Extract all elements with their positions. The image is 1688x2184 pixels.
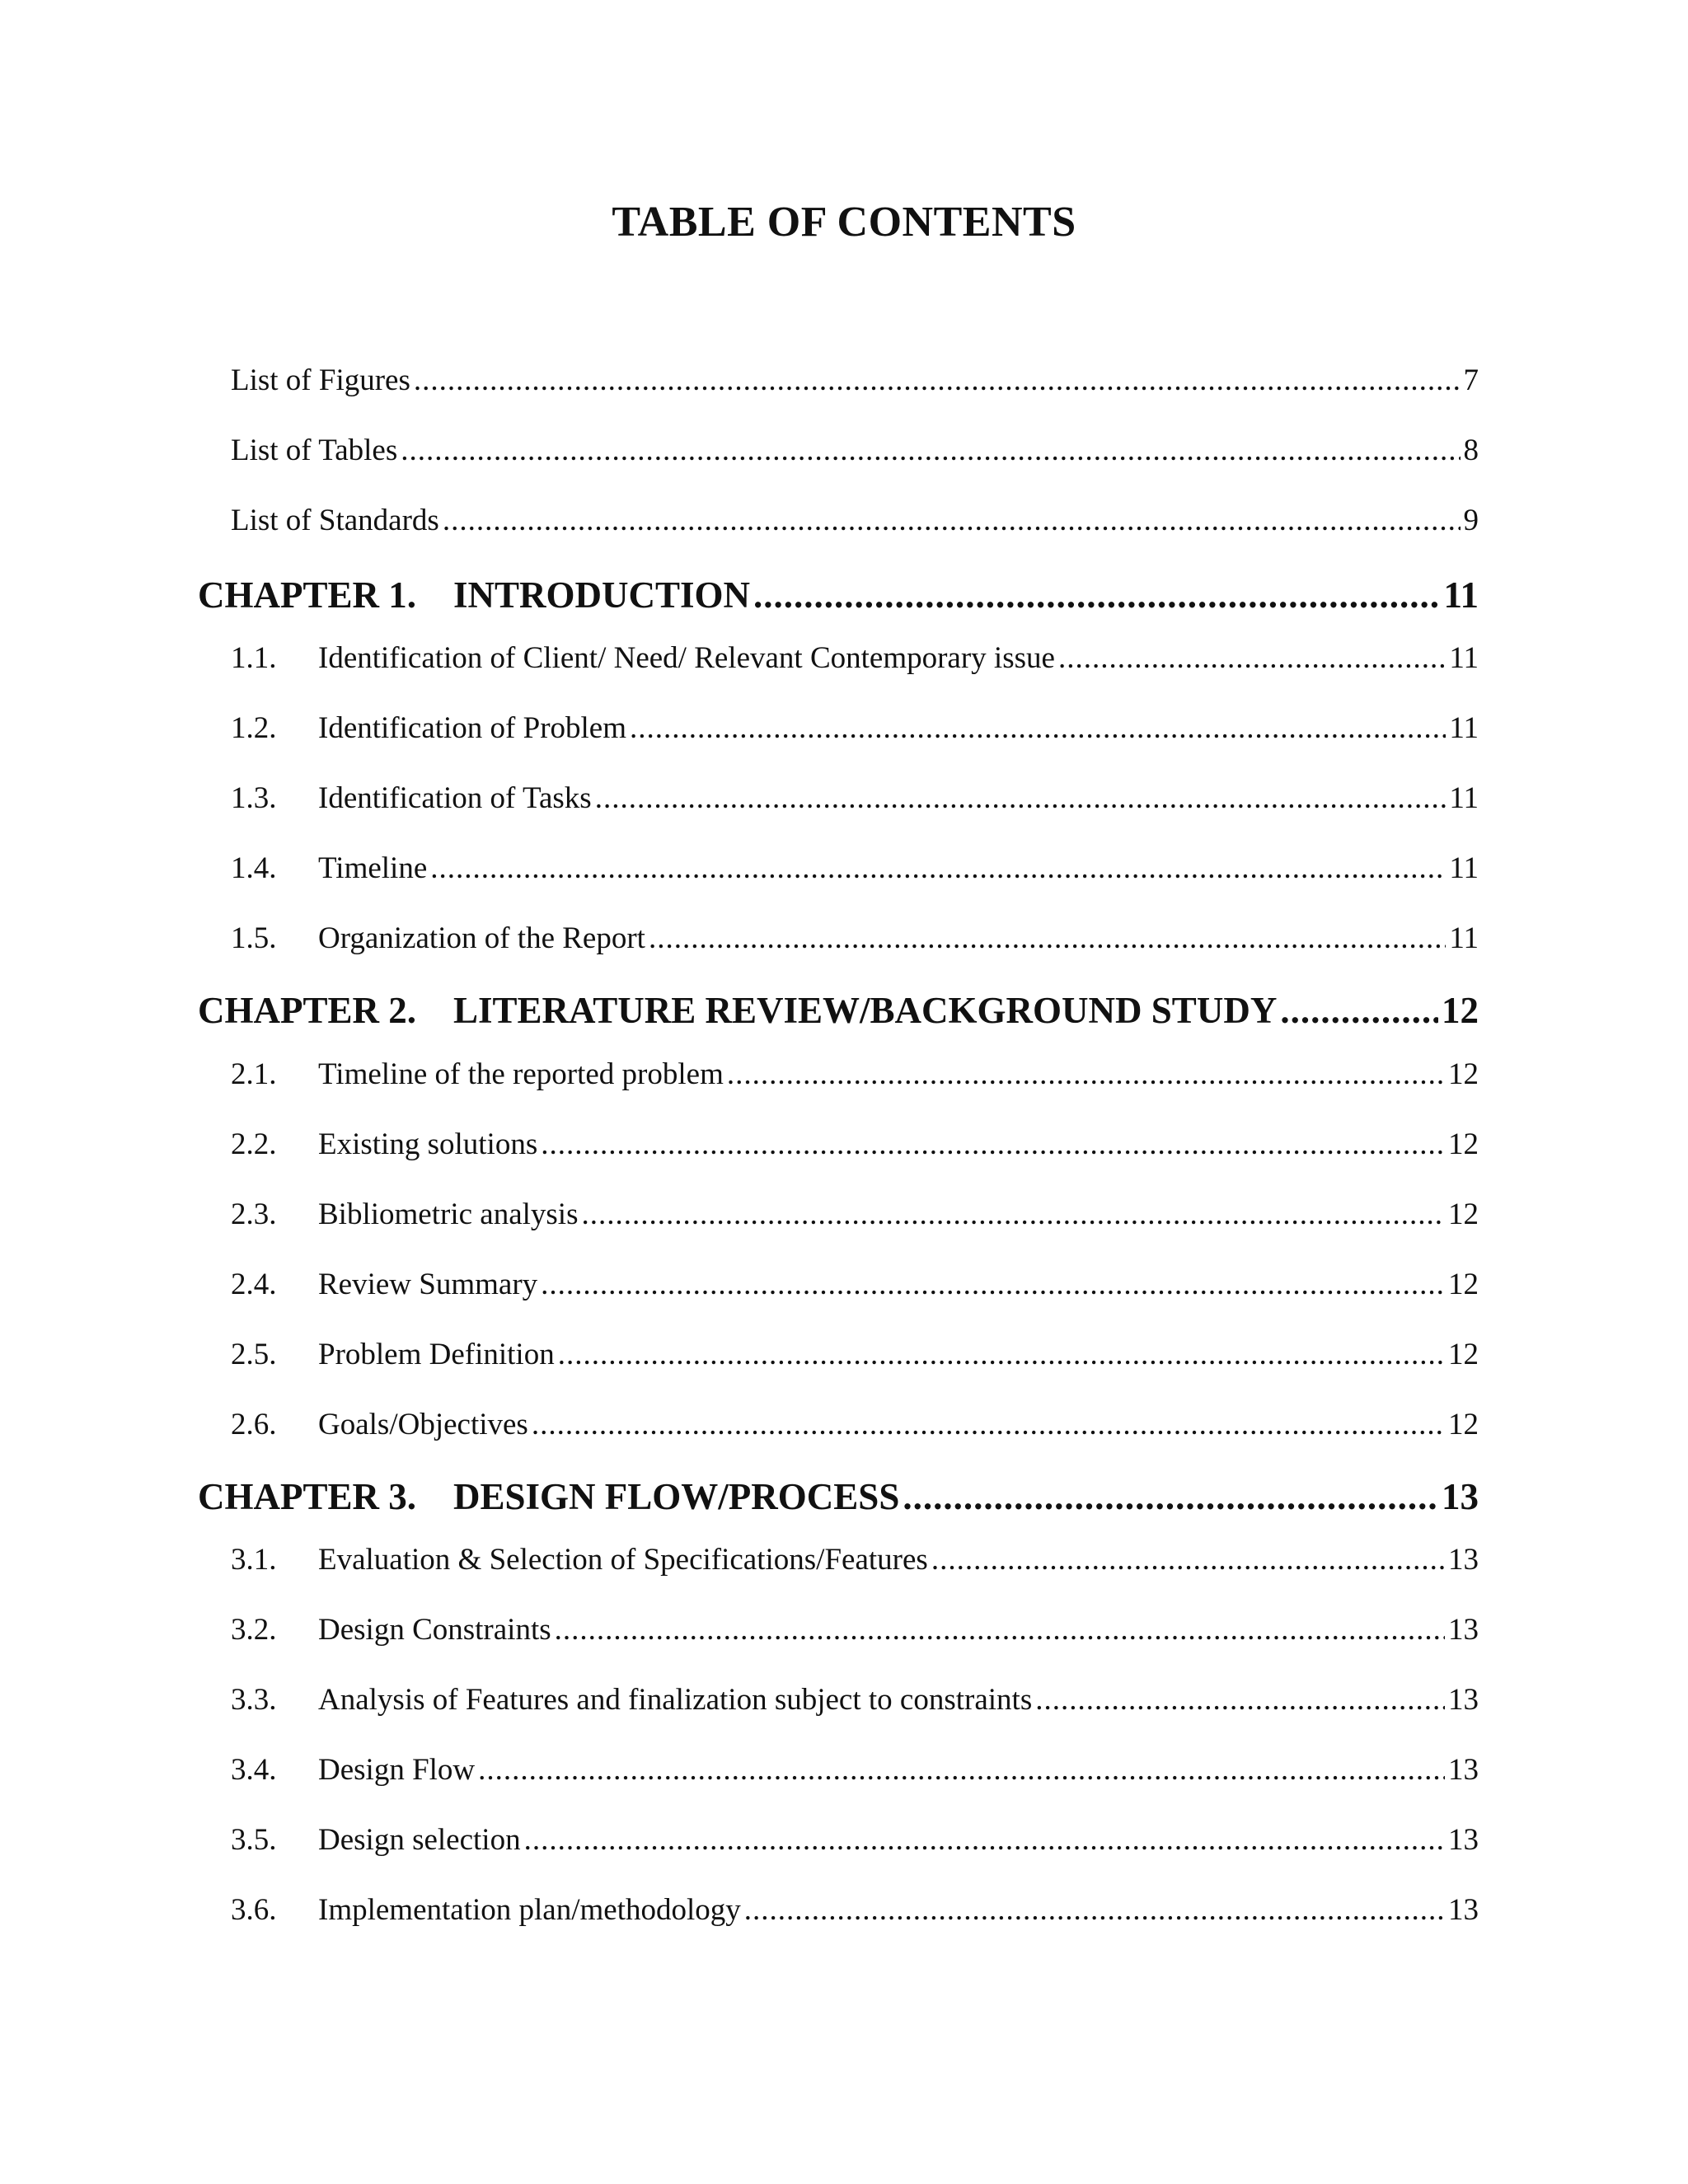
toc-entry-text: List of Standards [231,504,439,537]
toc-section-3-3[interactable] [231,1680,1479,1721]
toc-chapter-1[interactable] [198,571,1479,619]
section-title: Existing solutions [318,1127,538,1161]
toc-page-number: 11 [1449,851,1479,885]
toc-section-1-4[interactable] [231,848,1479,889]
dot-leader [744,1890,1445,1931]
dot-leader [649,918,1446,959]
dot-leader [753,571,1440,619]
toc-entry-list-of-figures[interactable] [231,360,1479,401]
toc-section-2-1[interactable] [231,1054,1479,1095]
toc-section-3-1[interactable] [231,1540,1479,1581]
chapter-title: LITERATURE REVIEW/BACKGROUND STUDY [453,990,1278,1031]
toc-page-number: 12 [1448,1268,1479,1301]
toc-page-number: 13 [1448,1753,1479,1787]
toc-page-number: 13 [1448,1683,1479,1717]
toc-section-2-4[interactable] [231,1264,1479,1305]
section-number: 3.6. [231,1893,277,1927]
toc-page-number: 13 [1448,1543,1479,1577]
dot-leader [541,1264,1445,1305]
dot-leader [524,1820,1445,1861]
section-title: Review Summary [318,1268,538,1301]
dot-leader [401,430,1460,471]
toc-section-2-6[interactable] [231,1404,1479,1446]
toc-page-number: 7 [1463,363,1479,397]
section-title: Design Constraints [318,1613,551,1647]
toc-page-number: 11 [1443,574,1479,616]
section-number: 1.4. [231,851,277,885]
section-title: Evaluation & Selection of Specifications/Features [318,1543,928,1577]
dot-leader [443,500,1461,541]
chapter-label: CHAPTER 3. [198,1476,417,1517]
chapter-label: CHAPTER 2. [198,990,417,1031]
toc-section-2-3[interactable] [231,1194,1479,1235]
section-title: Identification of Tasks [318,781,592,815]
dot-leader [903,1473,1438,1521]
section-number: 2.2. [231,1127,277,1161]
toc-page-number: 11 [1449,781,1479,815]
dot-leader [581,1194,1445,1235]
dot-leader [1035,1680,1445,1721]
section-title: Identification of Client/ Need/ Relevant Contemporary issue [318,641,1055,675]
section-number: 3.2. [231,1613,277,1647]
toc-page-number: 8 [1463,434,1479,467]
toc-page-number: 9 [1463,504,1479,537]
dot-leader [430,848,1446,889]
section-title: Analysis of Features and finalization subject to constraints [318,1683,1033,1717]
dot-leader [727,1054,1445,1095]
toc-page-number: 13 [1448,1823,1479,1857]
toc-page-number: 12 [1448,1127,1479,1161]
toc-section-1-3[interactable] [231,778,1479,819]
toc-page-number: 11 [1449,921,1479,955]
chapter-label: CHAPTER 1. [198,574,417,616]
dot-leader [595,778,1447,819]
section-title: Goals/Objectives [318,1408,528,1441]
toc-page-number: 13 [1442,1476,1479,1517]
toc-section-3-5[interactable] [231,1820,1479,1861]
toc-page-number: 13 [1448,1613,1479,1647]
section-number: 2.5. [231,1338,277,1371]
section-title: Bibliometric analysis [318,1197,579,1231]
toc-page-number: 11 [1449,641,1479,675]
chapter-title: DESIGN FLOW/PROCESS [453,1476,900,1517]
toc-section-1-1[interactable] [231,638,1479,679]
section-title: Design selection [318,1823,521,1857]
section-number: 2.3. [231,1197,277,1231]
toc-entry-list-of-standards[interactable] [231,500,1479,541]
toc-chapter-3[interactable] [198,1473,1479,1521]
toc-page-number: 12 [1448,1197,1479,1231]
dot-leader [630,708,1446,749]
toc-section-3-6[interactable] [231,1890,1479,1931]
dot-leader [414,360,1461,401]
toc-section-3-4[interactable] [231,1750,1479,1791]
section-number: 1.1. [231,641,277,675]
dot-leader [1280,987,1438,1034]
section-number: 2.6. [231,1408,277,1441]
section-number: 1.3. [231,781,277,815]
section-title: Timeline [318,851,428,885]
toc-page-number: 12 [1442,990,1479,1031]
dot-leader [555,1610,1445,1651]
section-number: 3.4. [231,1753,277,1787]
section-number: 3.1. [231,1543,277,1577]
toc-page-number: 13 [1448,1893,1479,1927]
section-number: 2.4. [231,1268,277,1301]
section-number: 2.1. [231,1057,277,1091]
dot-leader [558,1334,1445,1376]
section-title: Design Flow [318,1753,476,1787]
section-title: Implementation plan/methodology [318,1893,741,1927]
toc-entry-list-of-tables[interactable] [231,430,1479,471]
toc-section-3-2[interactable] [231,1610,1479,1651]
section-title: Problem Definition [318,1338,555,1371]
toc-chapter-2[interactable] [198,987,1479,1034]
toc-page-number: 12 [1448,1408,1479,1441]
section-title: Timeline of the reported problem [318,1057,724,1091]
toc-section-1-2[interactable] [231,708,1479,749]
toc-page-number: 12 [1448,1338,1479,1371]
section-number: 1.2. [231,711,277,745]
dot-leader [532,1404,1445,1446]
toc-section-2-2[interactable] [231,1124,1479,1165]
dot-leader [1058,638,1446,679]
section-number: 1.5. [231,921,277,955]
toc-page-number: 12 [1448,1057,1479,1091]
toc-section-1-5[interactable] [231,918,1479,959]
toc-entry-text: List of Figures [231,363,410,397]
toc-entry-text: List of Tables [231,434,398,467]
dot-leader [478,1750,1445,1791]
section-title: Organization of the Report [318,921,645,955]
section-title: Identification of Problem [318,711,627,745]
dot-leader [931,1540,1445,1581]
chapter-title: INTRODUCTION [453,574,751,616]
toc-section-2-5[interactable] [231,1334,1479,1376]
toc-page-number: 11 [1449,711,1479,745]
section-number: 3.5. [231,1823,277,1857]
page-title: TABLE OF CONTENTS [612,199,1076,246]
dot-leader [541,1124,1445,1165]
section-number: 3.3. [231,1683,277,1717]
